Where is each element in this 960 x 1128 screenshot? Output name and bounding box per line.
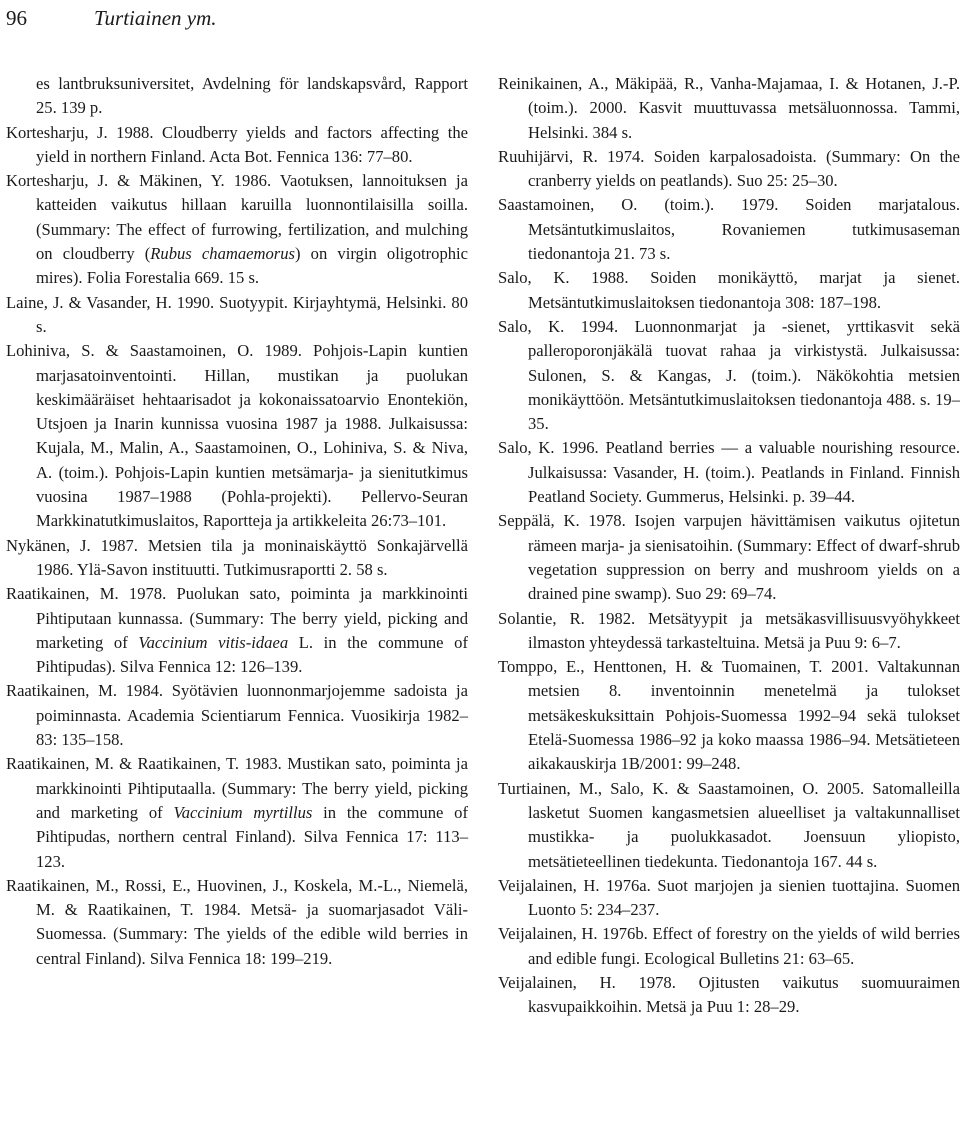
- reference-text: Reinikainen, A., Mäkipää, R., Vanha-Majamaa, I. & Hotanen, J.-P. (toim.). 2000. Kasvit muuttuvassa metsäluonnossa. Tammi, Helsinki. 384 s.: [498, 74, 960, 142]
- reference-text: Salo, K. 1996. Peatland berries — a valuable nourishing resource. Julkaisussa: Vasander, H. (toim.). Peatlands in Finland. Finnish Peatland Society. Gummerus, Helsinki. p. 39–44.: [498, 438, 960, 507]
- reference-text: Solantie, R. 1982. Metsätyypit ja metsäkasvillisuusvyöhykkeet ilmaston yhteydessä tarkasteltuina. Metsä ja Puu 9: 6–7.: [498, 608, 960, 652]
- running-title: Turtiainen ym.: [94, 6, 217, 30]
- species-name: Rubus chamaemorus: [150, 244, 296, 264]
- reference-entry: [6, 72, 468, 121]
- reference-entry: [498, 145, 960, 194]
- reference-entry: [6, 752, 468, 873]
- reference-entry: [498, 193, 960, 266]
- reference-text: Nykänen, J. 1987. Metsien tila ja moninaiskäyttö Sonkajärvellä 1986. Ylä-Savon instituutti. Tutkimusraportti 2. 58 s.: [6, 535, 468, 579]
- reference-entry: [6, 679, 468, 752]
- reference-text: es lantbruksuniversitet, Avdelning för landskapsvård, Rapport 25. 139 p.: [36, 74, 468, 118]
- reference-text: Kortesharju, J. & Mäkinen, Y. 1986. Vaotuksen, lannoituksen ja katteiden vaikutus hillaan karuilla luonnontilaisilla soilla. (Summary: The effect of furrowing, fertilization, and mulching on cloudberry (: [6, 171, 468, 264]
- reference-text: Raatikainen, M. 1984. Syötävien luonnonmarjojemme sadoista ja poiminnasta. Academia Scientiarum Fennica. Vuosikirja 1982–83: 135–158.: [6, 681, 468, 750]
- reference-text: Lohiniva, S. & Saastamoinen, O. 1989. Pohjois-Lapin kuntien marjasatoinventointi. Hillan, mustikan ja puolukan keskimääräiset hehtaarisadot ja kokonaissatoarvio Enontekiön, Utsjoen ja Inarin kunnissa vuosina 1987 ja 1988. Julkaisussa: Kujala, M., Malin, A., Saastamoinen, O., Lohiniva, S. & Niva, A. (toim.). Pohjois-Lapin kuntien metsämarja- ja sienitutkimus vuosina 1987–1988 (Pohla-projekti). Pellervo-Seuran Markkinatutkimuslaitos, Raportteja ja artikkeleita 26:73–101.: [6, 341, 468, 531]
- reference-text: ) on virgin oligotrophic mires). Folia Forestalia 669. 15 s.: [36, 244, 469, 288]
- reference-text: Saastamoinen, O. (toim.). 1979. Soiden marjatalous. Metsäntutkimuslaitos, Rovaniemen tutkimusaseman tiedonantoja 21. 73 s.: [498, 195, 960, 264]
- reference-entry: [498, 509, 960, 606]
- reference-entry: [6, 291, 468, 340]
- reference-entry: [498, 655, 960, 776]
- reference-entry: [6, 874, 468, 971]
- reference-text: Raatikainen, M. 1978. Puolukan sato, poiminta ja markkinointi Pihtiputaan kunnassa. (Summary: The berry yield, picking and marketing of: [6, 584, 468, 652]
- reference-entry: [498, 607, 960, 656]
- page-number: 96: [6, 6, 27, 30]
- reference-text: Veijalainen, H. 1976a. Suot marjojen ja sienien tuottajina. Suomen Luonto 5: 234–237.: [498, 875, 960, 920]
- reference-text: Raatikainen, M. & Raatikainen, T. 1983. Mustikan sato, poiminta ja markkinointi Pihtiputaalla. (Summary: The berry yield, picking and marketing of: [6, 754, 468, 822]
- left-column: [6, 72, 468, 971]
- reference-text: Veijalainen, H. 1976b. Effect of forestry on the yields of wild berries and edible fungi. Ecological Bulletins 21: 63–65.: [498, 924, 960, 968]
- reference-entry: [498, 436, 960, 509]
- reference-text: Kortesharju, J. 1988. Cloudberry yields and factors affecting the yield in northern Finland. Acta Bot. Fennica 136: 77–80.: [6, 122, 468, 166]
- reference-entry: [498, 922, 960, 971]
- reference-entry: [498, 315, 960, 436]
- reference-entry: [6, 339, 468, 533]
- species-name: Vaccinium vitis-idaea: [138, 632, 289, 652]
- reference-entry: [498, 777, 960, 874]
- reference-text: Seppälä, K. 1978. Isojen varpujen hävittämisen vaikutus ojitetun rämeen marja- ja sienisatoihin. (Summary: Effect of dwarf-shrub vegetation suppression on berry and mushroom yields on a drained pine swamp). Suo 29: 69–74.: [498, 511, 960, 604]
- reference-entry: [6, 169, 468, 290]
- reference-entry: [6, 582, 468, 679]
- reference-entry: [6, 534, 468, 583]
- reference-entry: [6, 121, 468, 170]
- reference-text: Turtiainen, M., Salo, K. & Saastamoinen, O. 2005. Satomalleilla lasketut Suomen kangasmetsien alueelliset ja valtakunnalliset mustikka- ja puolukkasadot. Joensuun yliopisto, metsätieteellinen tiedekunta. Tiedonantoja 167. 44 s.: [498, 778, 960, 871]
- reference-entry: [498, 874, 960, 923]
- reference-text: Laine, J. & Vasander, H. 1990. Suotyypit. Kirjayhtymä, Helsinki. 80 s.: [6, 292, 468, 336]
- reference-entry: [498, 971, 960, 1020]
- reference-entry: [498, 72, 960, 145]
- right-column: [498, 72, 960, 1020]
- reference-text: Tomppo, E., Henttonen, H. & Tuomainen, T. 2001. Valtakunnan metsien 8. inventoinnin menetelmä ja tulokset metsäkeskuksittain Pohjois-Suomessa 1992–94 sekä tulokset Etelä-Suomessa 1986–92 ja koko maassa 1986–94. Metsätieteen aikakauskirja 1B/2001: 99–248.: [498, 657, 960, 774]
- reference-text: Veijalainen, H. 1978. Ojitusten vaikutus suomuuraimen kasvupaikkoihin. Metsä ja Puu 1: 28–29.: [498, 972, 960, 1017]
- species-name: Vaccinium myrtillus: [173, 802, 313, 822]
- reference-text: Salo, K. 1988. Soiden monikäyttö, marjat ja sienet. Metsäntutkimuslaitoksen tiedonantoja 308: 187–198.: [498, 268, 960, 312]
- reference-text: L. in the commune of Pihtipudas). Silva Fennica 12: 126–139.: [36, 632, 468, 677]
- reference-text: in the commune of Pihtipudas, northern central Finland). Silva Fennica 17: 113–123.: [36, 802, 468, 871]
- reference-text: Raatikainen, M., Rossi, E., Huovinen, J., Koskela, M.-L., Niemelä, M. & Raatikainen, T. 1984. Metsä- ja suomarjasadot Väli-Suomessa. (Summary: The yields of the edible wild berries in central Finland). Silva Fennica 18: 199–219.: [6, 875, 468, 968]
- page-header: [0, 4, 960, 32]
- reference-entry: [498, 266, 960, 315]
- reference-text: Ruuhijärvi, R. 1974. Soiden karpalosadoista. (Summary: On the cranberry yields on peatlands). Suo 25: 25–30.: [498, 146, 960, 191]
- reference-text: Salo, K. 1994. Luonnonmarjat ja -sienet, yrttikasvit sekä palleroporonjäkälä tuovat rahaa ja virkistystä. Julkaisussa: Sulonen, S. & Kangas, J. (toim.). Näkökohtia metsien monikäyttöön. Metsäntutkimuslaitoksen tiedonantoja 488. s. 19–35.: [498, 316, 960, 434]
